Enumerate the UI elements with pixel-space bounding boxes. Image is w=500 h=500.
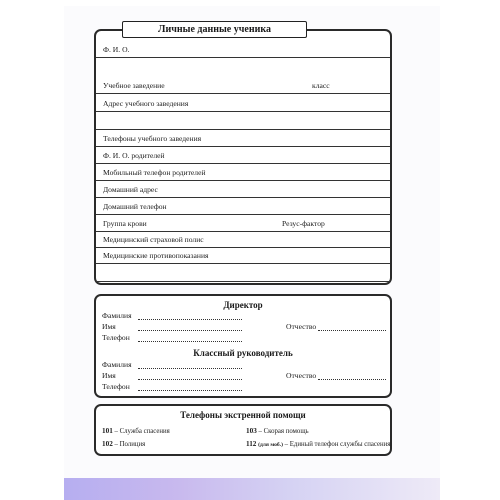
- row-school[interactable]: [96, 77, 390, 94]
- emergency-item-unified: 112 (для моб.) – Единый телефон службы спасения: [246, 440, 391, 448]
- personal-data-panel: [94, 29, 392, 285]
- label-blood-group: Группа крови: [103, 219, 147, 228]
- label-parents-mobile: Мобильный телефон родителей: [103, 168, 206, 177]
- page-title: Личные данные ученика: [122, 21, 307, 38]
- label-school-phones: Телефоны учебного заведения: [103, 134, 202, 143]
- director-title: Директор: [223, 300, 263, 310]
- director-patronymic-field[interactable]: [318, 322, 386, 331]
- row-contraindications-cont[interactable]: [96, 265, 390, 282]
- director-surname-label: Фамилия: [102, 311, 132, 320]
- label-insurance: Медицинский страховой полис: [103, 235, 204, 244]
- row-full-name[interactable]: [96, 41, 390, 58]
- label-home-phone: Домашний телефон: [103, 202, 167, 211]
- director-phone-label: Телефон: [102, 333, 130, 342]
- teacher-surname-label: Фамилия: [102, 360, 132, 369]
- row-parents-name[interactable]: [96, 147, 390, 164]
- teacher-surname-field[interactable]: [138, 360, 242, 369]
- emergency-title: Телефоны экстренной помощи: [180, 410, 306, 420]
- director-phone-field[interactable]: [138, 333, 242, 342]
- label-rh-factor: Резус-фактор: [282, 219, 325, 228]
- emergency-item-rescue: 101 – Служба спасения: [102, 427, 170, 435]
- row-parents-mobile[interactable]: [96, 164, 390, 181]
- emergency-phones-panel: [94, 404, 392, 456]
- row-insurance[interactable]: [96, 231, 390, 248]
- teacher-name-label: Имя: [102, 371, 116, 380]
- label-school: Учебное заведение: [103, 81, 165, 90]
- teacher-name-field[interactable]: [138, 371, 242, 380]
- row-contraindications[interactable]: [96, 247, 390, 264]
- row-school-address-cont[interactable]: [96, 113, 390, 130]
- label-school-address: Адрес учебного заведения: [103, 99, 189, 108]
- director-patronymic-label: Отчество: [286, 322, 317, 331]
- staff-contacts-panel: [94, 294, 392, 398]
- director-name-field[interactable]: [138, 322, 242, 331]
- class-teacher-title: Классный руководитель: [193, 348, 293, 358]
- teacher-patronymic-label: Отчество: [286, 371, 317, 380]
- teacher-phone-field[interactable]: [138, 382, 242, 391]
- teacher-phone-label: Телефон: [102, 382, 130, 391]
- row-school-phones[interactable]: [96, 130, 390, 147]
- label-parents-name: Ф. И. О. родителей: [103, 151, 165, 160]
- label-full-name: Ф. И. О.: [103, 45, 130, 54]
- label-contraindications: Медицинские противопоказания: [103, 251, 209, 260]
- row-blood-group[interactable]: [96, 215, 390, 232]
- cover-gradient-strip: [64, 478, 440, 500]
- row-home-address[interactable]: [96, 181, 390, 198]
- director-surname-field[interactable]: [138, 311, 242, 320]
- row-home-phone[interactable]: [96, 198, 390, 215]
- row-school-address[interactable]: [96, 95, 390, 112]
- label-home-address: Домашний адрес: [103, 185, 158, 194]
- emergency-item-ambulance: 103 – Скорая помощь: [246, 427, 309, 435]
- emergency-item-police: 102 – Полиция: [102, 440, 146, 448]
- director-name-label: Имя: [102, 322, 116, 331]
- label-class: класс: [312, 81, 330, 90]
- teacher-patronymic-field[interactable]: [318, 371, 386, 380]
